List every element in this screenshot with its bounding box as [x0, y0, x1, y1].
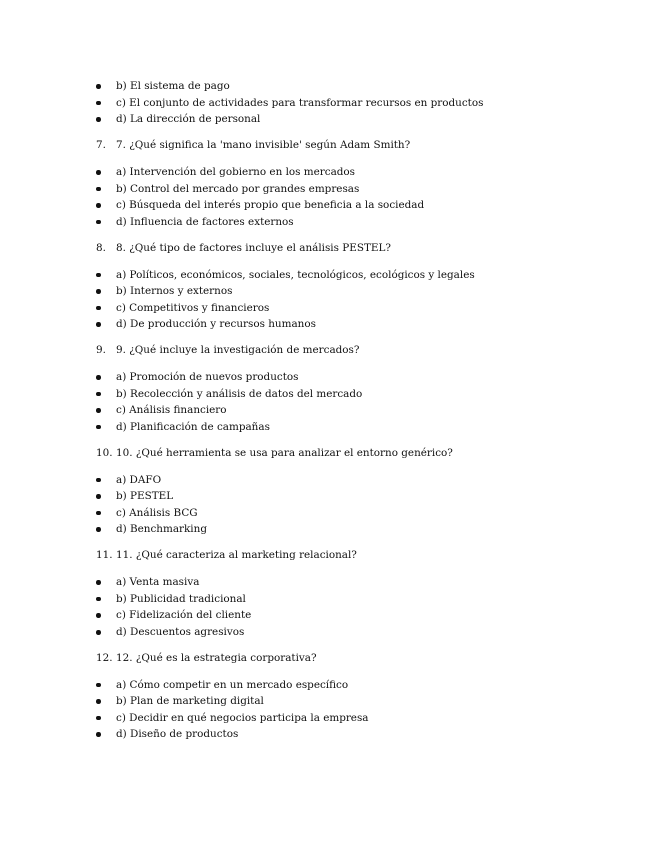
bullet-icon [96, 170, 101, 175]
option-text: c) Fidelización del cliente [116, 609, 252, 622]
question-text: 10. ¿Qué herramienta se usa para analizar el entorno genérico? [116, 446, 453, 459]
list-item [0, 164, 655, 181]
question-heading [0, 445, 655, 462]
list-item [0, 726, 655, 743]
option-text: b) Control del mercado por grandes empresas [116, 182, 360, 195]
option-text: b) Publicidad tradicional [116, 592, 246, 605]
option-text: b) Plan de marketing digital [116, 695, 264, 708]
list-item [0, 505, 655, 522]
bullet-icon [96, 273, 101, 278]
list-item [0, 95, 655, 112]
list-item [0, 267, 655, 284]
option-text: b) PESTEL [116, 490, 174, 503]
list-item [0, 521, 655, 538]
bullet-icon [96, 716, 101, 721]
option-text: c) Competitivos y financieros [116, 301, 270, 314]
bullet-icon [96, 306, 101, 311]
question-number: 7. [96, 139, 106, 152]
bullet-icon [96, 375, 101, 380]
list-item [0, 677, 655, 694]
bullet-icon [96, 117, 101, 122]
list-item [0, 369, 655, 386]
bullet-icon [96, 494, 101, 499]
question-text: 12. ¿Qué es la estrategia corporativa? [116, 651, 317, 664]
option-text: d) La dirección de personal [116, 113, 261, 126]
question-number: 11. [96, 549, 113, 562]
list-item [0, 574, 655, 591]
bullet-icon [96, 408, 101, 413]
option-text: b) El sistema de pago [116, 80, 230, 92]
list-item [0, 419, 655, 436]
list-item [0, 472, 655, 489]
question-text: 7. ¿Qué significa la 'mano invisible' según Adam Smith? [116, 139, 411, 152]
bullet-icon [96, 187, 101, 192]
bullet-icon [96, 683, 101, 688]
bullet-icon [96, 322, 101, 327]
list-item [0, 181, 655, 198]
bullet-icon [96, 101, 101, 106]
question-heading [0, 547, 655, 564]
list-item [0, 283, 655, 300]
document-page [0, 78, 655, 743]
question-heading [0, 650, 655, 667]
option-text: d) Benchmarking [116, 523, 207, 536]
bullet-icon [96, 425, 101, 430]
bullet-icon [96, 580, 101, 585]
option-list [0, 369, 655, 435]
option-text: a) Políticos, económicos, sociales, tecnológicos, ecológicos y legales [116, 268, 475, 281]
option-text: c) Decidir en qué negocios participa la empresa [116, 711, 369, 724]
option-text: a) Cómo competir en un mercado específico [116, 678, 349, 691]
option-list [0, 267, 655, 333]
bullet-icon [96, 392, 101, 397]
list-item [0, 386, 655, 403]
question-text: 9. ¿Qué incluye la investigación de mercados? [116, 344, 360, 357]
bullet-icon [96, 84, 101, 89]
option-text: b) Recolección y análisis de datos del mercado [116, 387, 363, 400]
option-text: d) Descuentos agresivos [116, 625, 245, 638]
question-heading [0, 240, 655, 257]
bullet-icon [96, 289, 101, 294]
option-text: c) Análisis BCG [116, 506, 198, 519]
list-item [0, 78, 655, 95]
option-list [0, 677, 655, 743]
question-text: 8. ¿Qué tipo de factores incluye el análisis PESTEL? [116, 241, 391, 254]
bullet-icon [96, 613, 101, 618]
option-list [0, 472, 655, 538]
bullet-icon [96, 732, 101, 737]
option-text: d) Diseño de productos [116, 728, 239, 741]
bullet-icon [96, 630, 101, 635]
bullet-icon [96, 478, 101, 483]
bullet-icon [96, 511, 101, 516]
list-item [0, 693, 655, 710]
option-text: a) Promoción de nuevos productos [116, 371, 299, 384]
list-item [0, 710, 655, 727]
list-item [0, 488, 655, 505]
question-number: 12. [96, 651, 113, 664]
list-item [0, 591, 655, 608]
option-text: a) Venta masiva [116, 576, 200, 589]
bullet-icon [96, 597, 101, 602]
option-text: d) Planificación de campañas [116, 420, 270, 433]
option-text: c) Búsqueda del interés propio que beneficia a la sociedad [116, 199, 425, 212]
option-list-initial [0, 78, 655, 128]
option-list [0, 574, 655, 640]
option-text: d) Influencia de factores externos [116, 215, 294, 228]
question-number: 10. [96, 446, 113, 459]
question-number: 8. [96, 241, 106, 254]
question-heading [0, 342, 655, 359]
option-text: a) Intervención del gobierno en los mercados [116, 165, 355, 178]
bullet-icon [96, 203, 101, 208]
question-text: 11. ¿Qué caracteriza al marketing relacional? [116, 549, 357, 562]
option-text: c) El conjunto de actividades para transformar recursos en productos [116, 96, 484, 109]
bullet-icon [96, 220, 101, 225]
list-item [0, 402, 655, 419]
bullet-icon [96, 699, 101, 704]
list-item [0, 607, 655, 624]
list-item [0, 214, 655, 231]
option-list [0, 164, 655, 230]
list-item [0, 197, 655, 214]
option-text: c) Análisis financiero [116, 404, 227, 417]
list-item [0, 624, 655, 641]
list-item [0, 316, 655, 333]
option-text: b) Internos y externos [116, 285, 233, 298]
question-heading [0, 137, 655, 154]
option-text: d) De producción y recursos humanos [116, 318, 316, 331]
question-number: 9. [96, 344, 106, 357]
bullet-icon [96, 527, 101, 532]
list-item [0, 111, 655, 128]
list-item [0, 300, 655, 317]
option-text: a) DAFO [116, 473, 162, 486]
